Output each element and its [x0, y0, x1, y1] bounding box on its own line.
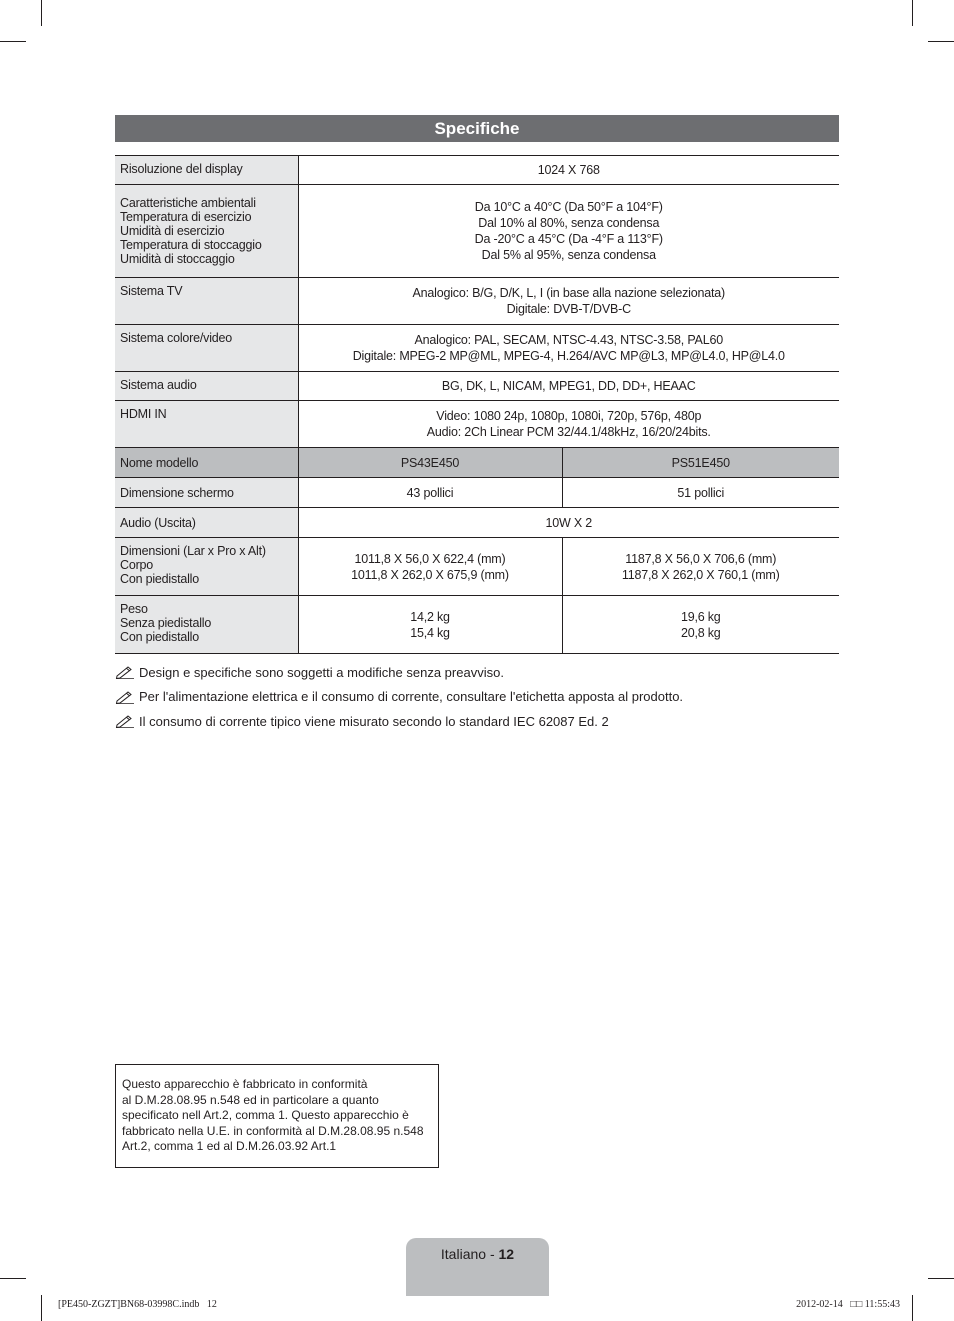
crop-mark [912, 1295, 913, 1321]
model-row [115, 508, 839, 538]
spec-label-line: Temperatura di esercizio [120, 210, 252, 224]
spec-label-line: Sistema colore/video [120, 331, 233, 345]
spec-label-line: Risoluzione del display [120, 162, 243, 176]
model-row-label [115, 596, 298, 654]
model-row [115, 596, 839, 654]
spec-label-line: Umidità di stoccaggio [120, 252, 235, 266]
page-tab [406, 1238, 549, 1296]
model-row [115, 478, 839, 508]
spec-value [298, 278, 839, 325]
pencil-note-icon [115, 665, 135, 679]
model-value-b [562, 596, 839, 654]
compliance-line: fabbricato nella U.E. in conformità al D.M.28.08.95 n.548 [122, 1123, 424, 1138]
spec-value-line: Digitale: MPEG-2 MP@ML, MPEG-4, H.264/AVC MP@L3, MP@L4.0, HP@L4.0 [352, 349, 785, 363]
spec-label [115, 325, 298, 372]
model-row-label-line: Dimensione schermo [120, 485, 234, 500]
spec-row [115, 278, 839, 325]
pencil-note-icon [115, 690, 135, 704]
model-value-line: 1187,8 X 56,0 X 706,6 (mm) [625, 551, 777, 566]
model-row-label-line: Corpo [120, 558, 154, 572]
spec-value-line: Digitale: DVB-T/DVB-C [506, 302, 631, 316]
spec-label [115, 278, 298, 325]
compliance-line: Questo apparecchio è fabbricato in conformità [122, 1077, 368, 1091]
model-header-row [115, 448, 839, 478]
spec-label-line: HDMI IN [120, 407, 167, 421]
crop-mark [912, 0, 913, 26]
model-value-b [562, 538, 839, 596]
spec-value [298, 372, 839, 401]
spec-row [115, 372, 839, 401]
spec-value-line: Dal 5% al 95%, senza condensa [481, 248, 656, 262]
model-shared-value [298, 508, 839, 538]
spec-row [115, 401, 839, 448]
note-item [115, 709, 683, 734]
print-footer-file: [PE450-ZGZT]BN68-03998C.indb 12 [58, 1299, 217, 1310]
model-value-line: 10W X 2 [545, 515, 593, 530]
page-number: 12 [498, 1246, 515, 1262]
spec-label [115, 185, 298, 278]
spec-value-line: Analogico: B/G, D/K, L, I (in base alla nazione selezionata) [412, 286, 725, 300]
spec-value-line: Da -20°C a 45°C (Da -4°F a 113°F) [474, 232, 663, 246]
print-footer-timestamp: 2012-02-14 □□ 11:55:43 [796, 1299, 900, 1310]
model-row-label-line: Senza piedistallo [120, 616, 212, 630]
model-value-b [562, 478, 839, 508]
compliance-line: Art.2, comma 1 ed al D.M.26.03.92 Art.1 [122, 1139, 337, 1153]
model-value-line: 1011,8 X 56,0 X 622,4 (mm) [354, 551, 506, 566]
model-name: PS51E450 [562, 448, 839, 478]
model-row-label [115, 538, 298, 596]
model-value-a [298, 596, 562, 654]
crop-mark [928, 1278, 954, 1279]
crop-mark [928, 41, 954, 42]
spec-label [115, 401, 298, 448]
model-value-line: 14,2 kg [410, 609, 450, 624]
spec-label-line: Sistema audio [120, 378, 197, 392]
compliance-line: specificato nell Art.2, comma 1. Questo apparecchio è [122, 1108, 409, 1122]
model-value-a [298, 478, 562, 508]
crop-mark [0, 41, 26, 42]
spec-value [298, 401, 839, 448]
spec-label-line: Temperatura di stoccaggio [120, 238, 262, 252]
pencil-note-icon [115, 714, 135, 728]
model-value-a [298, 538, 562, 596]
model-value-line: 19,6 kg [680, 609, 721, 624]
model-value-line: 15,4 kg [410, 625, 450, 640]
model-value-line: 20,8 kg [680, 625, 721, 640]
spec-value-line: Video: 1080 24p, 1080p, 1080i, 720p, 576p, 480p [436, 409, 702, 423]
note-text: Design e specifiche sono soggetti a modifiche senza preavviso. [139, 664, 504, 680]
crop-mark [0, 1278, 26, 1279]
model-row-label-line: Con piedistallo [120, 630, 199, 644]
spec-label [115, 156, 298, 185]
model-value-line: 1011,8 X 262,0 X 675,9 (mm) [351, 567, 509, 582]
spec-value [298, 156, 839, 185]
spec-label-line: Caratteristiche ambientali [120, 196, 256, 210]
model-value-line: 1187,8 X 262,0 X 760,1 (mm) [621, 567, 780, 582]
spec-row [115, 156, 839, 185]
spec-row [115, 185, 839, 278]
model-name: PS43E450 [298, 448, 562, 478]
section-title: Specifiche [115, 115, 839, 142]
model-row [115, 538, 839, 596]
spec-value [298, 185, 839, 278]
note-text: Per l'alimentazione elettrica e il consumo di corrente, consultare l'etichetta apposta al prodotto. [139, 689, 684, 705]
model-label: Nome modello [115, 448, 298, 478]
note-item [115, 685, 683, 710]
spec-label-line: Umidità di esercizio [120, 224, 225, 238]
note-text: Il consumo di corrente tipico viene misurato secondo lo standard IEC 62087 Ed. 2 [139, 713, 609, 729]
model-row-label-line: Dimensioni (Lar x Pro x Alt) [120, 544, 266, 558]
spec-value-line: 1024 X 768 [537, 163, 600, 177]
page-language: Italiano - [440, 1246, 499, 1262]
spec-table [115, 155, 839, 654]
spec-value-line: BG, DK, L, NICAM, MPEG1, DD, DD+, HEAAC [441, 379, 696, 393]
crop-mark [41, 0, 42, 26]
notes-list [115, 660, 683, 734]
model-row-label [115, 508, 298, 538]
spec-value-line: Dal 10% al 80%, senza condensa [478, 216, 660, 230]
spec-value-line: Da 10°C a 40°C (Da 50°F a 104°F) [474, 200, 663, 214]
note-item [115, 660, 683, 685]
model-value-line: 51 pollici [677, 485, 725, 500]
spec-value-line: Analogico: PAL, SECAM, NTSC-4.43, NTSC-3.58, PAL60 [414, 333, 723, 347]
model-row-label [115, 478, 298, 508]
spec-row [115, 325, 839, 372]
model-row-label-line: Con piedistallo [120, 572, 199, 586]
spec-value [298, 325, 839, 372]
compliance-box [115, 1064, 439, 1168]
compliance-line: al D.M.28.08.95 n.548 ed in particolare a quanto [122, 1092, 379, 1107]
spec-value-line: Audio: 2Ch Linear PCM 32/44.1/48kHz, 16/20/24bits. [426, 425, 711, 439]
model-row-label-line: Peso [120, 602, 148, 616]
spec-label-line: Sistema TV [120, 284, 183, 298]
model-row-label-line: Audio (Uscita) [120, 515, 196, 530]
spec-label [115, 372, 298, 401]
model-value-line: 43 pollici [406, 485, 454, 500]
crop-mark [41, 1295, 42, 1321]
